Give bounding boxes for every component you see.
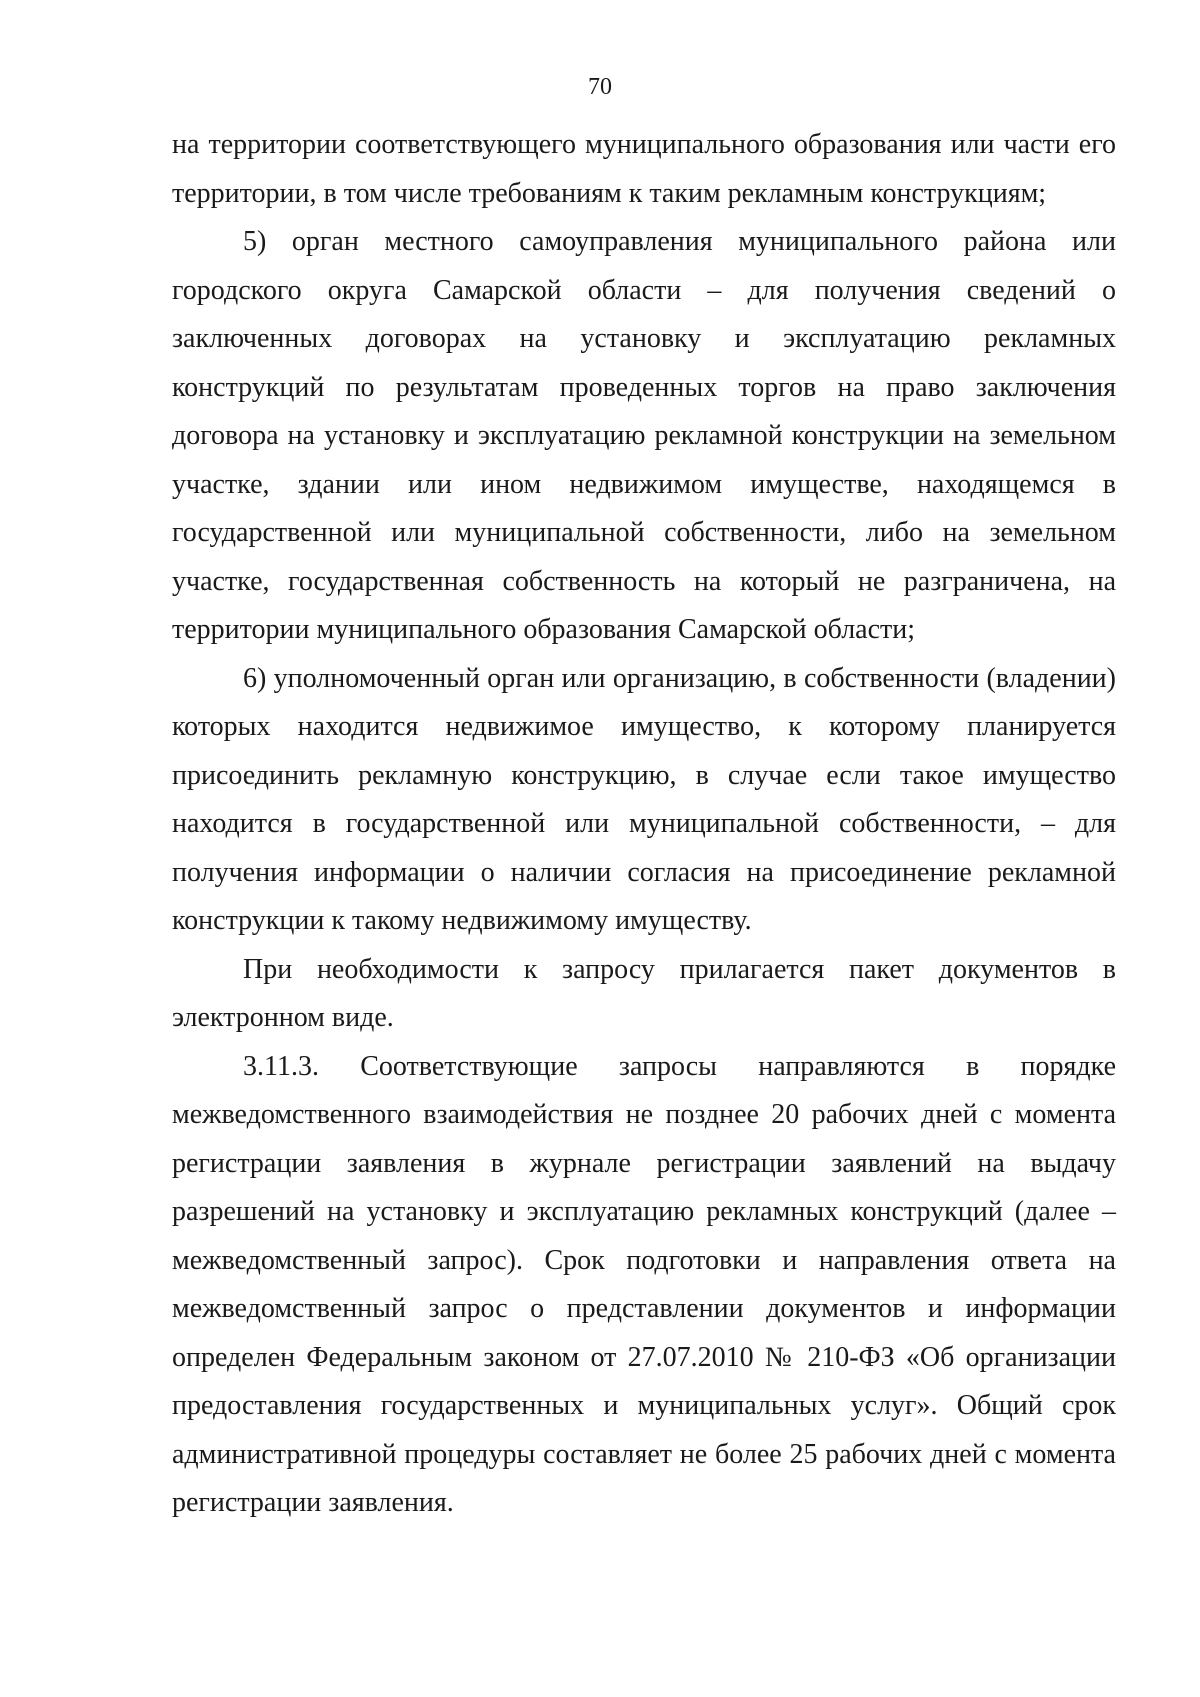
paragraph-attachment-note: При необходимости к запросу прилагается пакет документов в электронном виде.: [172, 953, 1116, 1033]
paragraph-continuation: на территории соответствующего муниципального образования или части его территории, в том числе требованиям к таким рекламным конструкциям;: [172, 129, 1116, 209]
page-number: 70: [588, 74, 612, 100]
paragraph-section-3-11-3: 3.11.3. Соответствующие запросы направляются в порядке межведомственного взаимодействия не позднее 20 рабочих дней с момента регистрации заявления в журнале регистрации заявлений на выдачу разрешений на установку и эксплуатацию рекламных конструкций (далее – межведомственный запрос). Срок подготовки и направления ответа на межведомственный запрос о представлении документов и информации определен Федеральным законом от 27.07.2010 № 210-ФЗ «Об организации предоставления государственных и муниципальных услуг». Общий срок административной процедуры составляет не более 25 рабочих дней с момента регистрации заявления.: [172, 1050, 1116, 1518]
paragraph-item-6: 6) уполномоченный орган или организацию, в собственности (владении) которых находится недвижимое имущество, к которому планируется присоединить рекламную конструкцию, в случае если такое имущество находится в государственной или муниципальной собственности, – для получения информации о наличии согласия на присоединение рекламной конструкции к такому недвижимому имуществу.: [172, 662, 1116, 936]
paragraph-item-5: 5) орган местного самоуправления муниципального района или городского округа Самарской области – для получения сведений о заключенных договорах на установку и эксплуатацию рекламных конструкций по результатам проведенных торгов на право заключения договора на установку и эксплуатацию рекламной конструкции на земельном участке, здании или ином недвижимом имуществе, находящемся в государственной или муниципальной собственности, либо на земельном участке, государственная собственность на который не разграничена, на территории муниципального образования Самарской области;: [172, 226, 1116, 645]
document-body: [172, 121, 1116, 1528]
